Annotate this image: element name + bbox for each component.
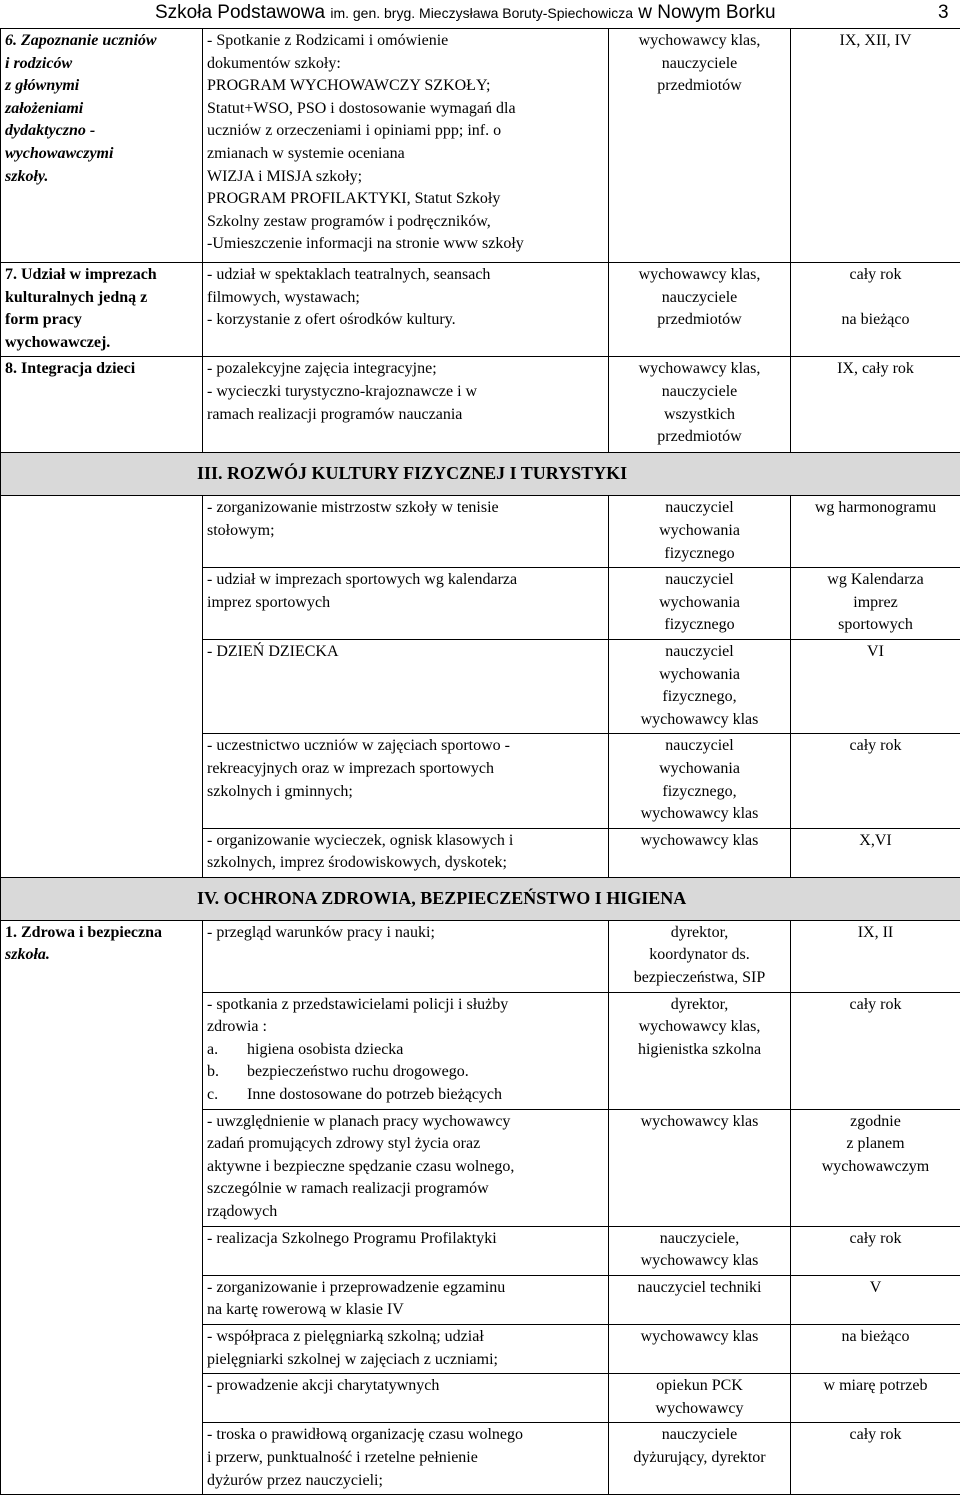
text-line: - wycieczki turystyczno-krajoznawcze i w xyxy=(207,381,604,404)
task-cell xyxy=(203,263,609,357)
text-line: przedmiotów xyxy=(613,426,786,449)
task-cell xyxy=(203,734,609,828)
sub-list xyxy=(207,1039,604,1107)
responsible-cell xyxy=(609,357,791,453)
time-cell xyxy=(791,496,960,568)
task-cell xyxy=(203,1275,609,1324)
text-line: 8. Integracja dzieci xyxy=(5,358,198,381)
text-line: - organizowanie wycieczek, ognisk klasowych i xyxy=(207,830,604,853)
task-cell xyxy=(203,1374,609,1423)
text-line: z głównymi xyxy=(5,75,198,98)
text-line: przedmiotów xyxy=(613,309,786,332)
responsible-cell xyxy=(609,496,791,568)
text-line: rekreacyjnych oraz w imprezach sportowych xyxy=(207,758,604,781)
text-line: Statut+WSO, PSO i dostosowanie wymagań dla xyxy=(207,98,604,121)
text-line: wychowawcy klas, xyxy=(613,30,786,53)
text-line: fizycznego, xyxy=(613,781,786,804)
responsible-cell xyxy=(609,1324,791,1373)
text-line: nauczyciel xyxy=(613,735,786,758)
label-line: 1. Zdrowa i bezpieczna xyxy=(5,922,198,945)
text-line: - współpraca z pielęgniarką szkolną; udział xyxy=(207,1326,604,1349)
text-line: wychowawczej. xyxy=(5,332,198,355)
text-line: wychowawcy klas xyxy=(613,1111,786,1134)
text-line: bezpieczeństwa, SIP xyxy=(613,967,786,990)
text-line: IX, II xyxy=(795,922,956,945)
text-line: wychowawcy klas, xyxy=(613,264,786,287)
school-patron: im. gen. bryg. Mieczysława Boruty-Spiechowicza xyxy=(330,5,633,21)
text-line: IX, XII, IV xyxy=(795,30,956,53)
time-cell xyxy=(791,263,960,357)
text-line: kulturalnych jedną z xyxy=(5,287,198,310)
text-line: imprez xyxy=(795,592,956,615)
text-line: cały rok xyxy=(795,1228,956,1251)
text-line: pielęgniarki szkolnej w zajęciach z uczniami; xyxy=(207,1349,604,1372)
text-line: wychowawcy klas, xyxy=(613,1016,786,1039)
text-line: - zorganizowanie mistrzostw szkoły w tenisie xyxy=(207,497,604,520)
task-cell xyxy=(203,639,609,733)
text-line: rządowych xyxy=(207,1201,604,1224)
time-cell xyxy=(791,1226,960,1275)
task-cell xyxy=(203,568,609,640)
text-line: w miarę potrzeb xyxy=(795,1375,956,1398)
time-line: cały rok xyxy=(795,264,956,287)
task-cell xyxy=(203,29,609,263)
text-line: szkoły. xyxy=(5,166,198,189)
table-row xyxy=(1,920,960,992)
text-line: PROGRAM PROFILAKTYKI, Statut Szkoły xyxy=(207,188,604,211)
responsible-cell xyxy=(609,29,791,263)
responsible-cell xyxy=(609,828,791,877)
text-line: aktywne i bezpieczne spędzanie czasu wolnego, xyxy=(207,1156,604,1179)
text-line: - Spotkanie z Rodzicami i omówienie xyxy=(207,30,604,53)
text-line: wychowawczym xyxy=(795,1156,956,1179)
text-line: wychowawcy klas, xyxy=(613,358,786,381)
responsible-cell xyxy=(609,1423,791,1495)
time-cell xyxy=(791,734,960,828)
task-cell xyxy=(203,1324,609,1373)
text-line: przedmiotów xyxy=(613,75,786,98)
label-lines xyxy=(5,30,198,188)
text-line: wg Kalendarza xyxy=(795,569,956,592)
text-line: na kartę rowerową w klasie IV xyxy=(207,1299,604,1322)
text-line: wychowawcy klas xyxy=(613,709,786,732)
text-line: nauczyciele xyxy=(613,287,786,310)
text-line: fizycznego xyxy=(613,614,786,637)
text-line: wychowania xyxy=(613,758,786,781)
text-line: wychowawcy klas xyxy=(613,803,786,826)
responsible-cell xyxy=(609,1226,791,1275)
task-cell xyxy=(203,1423,609,1495)
time-cell xyxy=(791,1374,960,1423)
task-cell xyxy=(203,920,609,992)
time-cell xyxy=(791,992,960,1109)
responsible-cell xyxy=(609,992,791,1109)
responsible-cell xyxy=(609,1109,791,1226)
text-line: z planem xyxy=(795,1133,956,1156)
text-line: cały rok xyxy=(795,1424,956,1447)
task-lines xyxy=(207,994,604,1039)
text-line: - przegląd warunków pracy i nauki; xyxy=(207,922,604,945)
text-line: - korzystanie z ofert ośrodków kultury. xyxy=(207,309,604,332)
time-cell xyxy=(791,357,960,453)
text-line: - realizacja Szkolnego Programu Profilaktyki xyxy=(207,1228,604,1251)
task-cell xyxy=(203,1109,609,1226)
text-line: dokumentów szkoły: xyxy=(207,53,604,76)
text-line: - uczestnictwo uczniów w zajęciach sportowo - xyxy=(207,735,604,758)
text-line: WIZJA i MISJA szkoły; xyxy=(207,166,604,189)
text-line: wychowawcy klas xyxy=(613,1326,786,1349)
text-line: stołowym; xyxy=(207,520,604,543)
text-line: nauczyciele xyxy=(613,53,786,76)
text-line: wszystkich xyxy=(613,404,786,427)
time-cell xyxy=(791,639,960,733)
time-cell xyxy=(791,1324,960,1373)
responsible-cell xyxy=(609,568,791,640)
text-line: form pracy xyxy=(5,309,198,332)
text-line: na bieżąco xyxy=(795,1326,956,1349)
text-line: wychowania xyxy=(613,520,786,543)
text-line: nauczyciel xyxy=(613,641,786,664)
text-line: cały rok xyxy=(795,994,956,1017)
text-line: nauczyciele xyxy=(613,381,786,404)
time-cell xyxy=(791,1275,960,1324)
text-line: 7. Udział w imprezach xyxy=(5,264,198,287)
responsible-cell xyxy=(609,1275,791,1324)
table-row xyxy=(1,357,960,453)
text-line: szkolnych i gminnych; xyxy=(207,781,604,804)
text-line: nauczyciel techniki xyxy=(613,1277,786,1300)
text-line: imprez sportowych xyxy=(207,592,604,615)
text-line: wg harmonogramu xyxy=(795,497,956,520)
row-label xyxy=(1,496,203,878)
text-line: 6. Zapoznanie uczniów xyxy=(5,30,198,53)
time-cell xyxy=(791,1109,960,1226)
text-line: i rodziców xyxy=(5,53,198,76)
text-line: opiekun PCK xyxy=(613,1375,786,1398)
task-cell xyxy=(203,357,609,453)
school-header xyxy=(155,2,776,24)
table-row xyxy=(1,496,960,568)
text-line: IX, cały rok xyxy=(795,358,956,381)
responsible-cell xyxy=(609,263,791,357)
task-cell xyxy=(203,1226,609,1275)
task-cell xyxy=(203,992,609,1109)
text-line: dyżurujący, dyrektor xyxy=(613,1447,786,1470)
text-line: higienistka szkolna xyxy=(613,1039,786,1062)
list-item: a. higiena osobista dziecka xyxy=(207,1039,604,1062)
text-line: wychowawcy klas xyxy=(613,1250,786,1273)
text-line: dyrektor, xyxy=(613,994,786,1017)
text-line: - spotkania z przedstawicielami policji i służby xyxy=(207,994,604,1017)
header-w: w xyxy=(638,2,652,23)
text-line: - uwzględnienie w planach pracy wychowawcy xyxy=(207,1111,604,1134)
table-row xyxy=(1,29,960,263)
school-place: Nowym Borku xyxy=(657,2,775,23)
text-line: wychowania xyxy=(613,664,786,687)
text-line: fizycznego, xyxy=(613,686,786,709)
label-line: szkoła. xyxy=(5,944,198,967)
section-header xyxy=(1,453,960,496)
text-line: - DZIEŃ DZIECKA xyxy=(207,641,604,664)
time-cell xyxy=(791,568,960,640)
responsible-cell xyxy=(609,1374,791,1423)
section-title: III. ROZWÓJ KULTURY FIZYCZNEJ I TURYSTYKI xyxy=(1,453,960,485)
text-line: dyrektor, xyxy=(613,922,786,945)
text-line: zgodnie xyxy=(795,1111,956,1134)
text-line: dydaktyczno - xyxy=(5,120,198,143)
task-cell xyxy=(203,828,609,877)
row-label xyxy=(1,29,203,263)
text-line: uczniów z orzeczeniami i opiniami ppp; inf. o xyxy=(207,120,604,143)
task-cell xyxy=(203,496,609,568)
text-line: - pozalekcyjne zajęcia integracyjne; xyxy=(207,358,604,381)
text-line: szczególnie w ramach realizacji programów xyxy=(207,1178,604,1201)
text-line: i przerw, punktualność i rzetelne pełnienie xyxy=(207,1447,604,1470)
text-line: fizycznego xyxy=(613,543,786,566)
text-line: sportowych xyxy=(795,614,956,637)
list-item: c. Inne dostosowane do potrzeb bieżących xyxy=(207,1084,604,1107)
responsible-cell xyxy=(609,920,791,992)
text-line: nauczyciel xyxy=(613,497,786,520)
text-line: - udział w imprezach sportowych wg kalendarza xyxy=(207,569,604,592)
text-line: założeniami xyxy=(5,98,198,121)
table-row xyxy=(1,263,960,357)
time-cell xyxy=(791,29,960,263)
text-line: X,VI xyxy=(795,830,956,853)
text-line: - zorganizowanie i przeprowadzenie egzaminu xyxy=(207,1277,604,1300)
row-label xyxy=(1,263,203,357)
text-line: - troska o prawidłową organizację czasu wolnego xyxy=(207,1424,604,1447)
text-line: -Umieszczenie informacji na stronie www szkoły xyxy=(207,233,604,256)
time-cell xyxy=(791,1423,960,1495)
text-line: wychowania xyxy=(613,592,786,615)
responsible-cell xyxy=(609,639,791,733)
text-line: cały rok xyxy=(795,735,956,758)
page-header xyxy=(0,0,960,28)
time-cell xyxy=(791,920,960,992)
text-line: PROGRAM WYCHOWAWCZY SZKOŁY; xyxy=(207,75,604,98)
text-line: - prowadzenie akcji charytatywnych xyxy=(207,1375,604,1398)
label-lines xyxy=(5,264,198,354)
text-line: szkolnych, imprez środowiskowych, dyskotek; xyxy=(207,852,604,875)
list-item: b. bezpieczeństwo ruchu drogowego. xyxy=(207,1061,604,1084)
text-line: V xyxy=(795,1277,956,1300)
text-line: ramach realizacji programów nauczania xyxy=(207,404,604,427)
text-line: wychowawcy klas xyxy=(613,830,786,853)
text-line: zdrowia : xyxy=(207,1016,604,1039)
text-line: zmianach w systemie oceniana xyxy=(207,143,604,166)
text-line: nauczyciele xyxy=(613,1424,786,1447)
row-label xyxy=(1,920,203,1494)
row-label xyxy=(1,357,203,453)
school-name: Szkoła Podstawowa xyxy=(155,2,325,23)
text-line: wychowawczymi xyxy=(5,143,198,166)
text-line: koordynator ds. xyxy=(613,944,786,967)
text-line: wychowawcy xyxy=(613,1398,786,1421)
text-line: filmowych, wystawach; xyxy=(207,287,604,310)
plan-table xyxy=(0,28,960,1495)
text-line: zadań promujących zdrowy styl życia oraz xyxy=(207,1133,604,1156)
text-line: - udział w spektaklach teatralnych, seansach xyxy=(207,264,604,287)
text-line: Szkolny zestaw programów i podręczników, xyxy=(207,211,604,234)
responsible-cell xyxy=(609,734,791,828)
section-header xyxy=(1,877,960,920)
section-title: IV. OCHRONA ZDROWIA, BEZPIECZEŃSTWO I HIGIENA xyxy=(1,878,960,910)
text-line: VI xyxy=(795,641,956,664)
time-cell xyxy=(791,828,960,877)
text-line: nauczyciel xyxy=(613,569,786,592)
time-line: na bieżąco xyxy=(795,309,956,332)
text-line: dyżurów przez nauczycieli; xyxy=(207,1470,604,1493)
text-line: nauczyciele, xyxy=(613,1228,786,1251)
page-number: 3 xyxy=(938,2,949,24)
